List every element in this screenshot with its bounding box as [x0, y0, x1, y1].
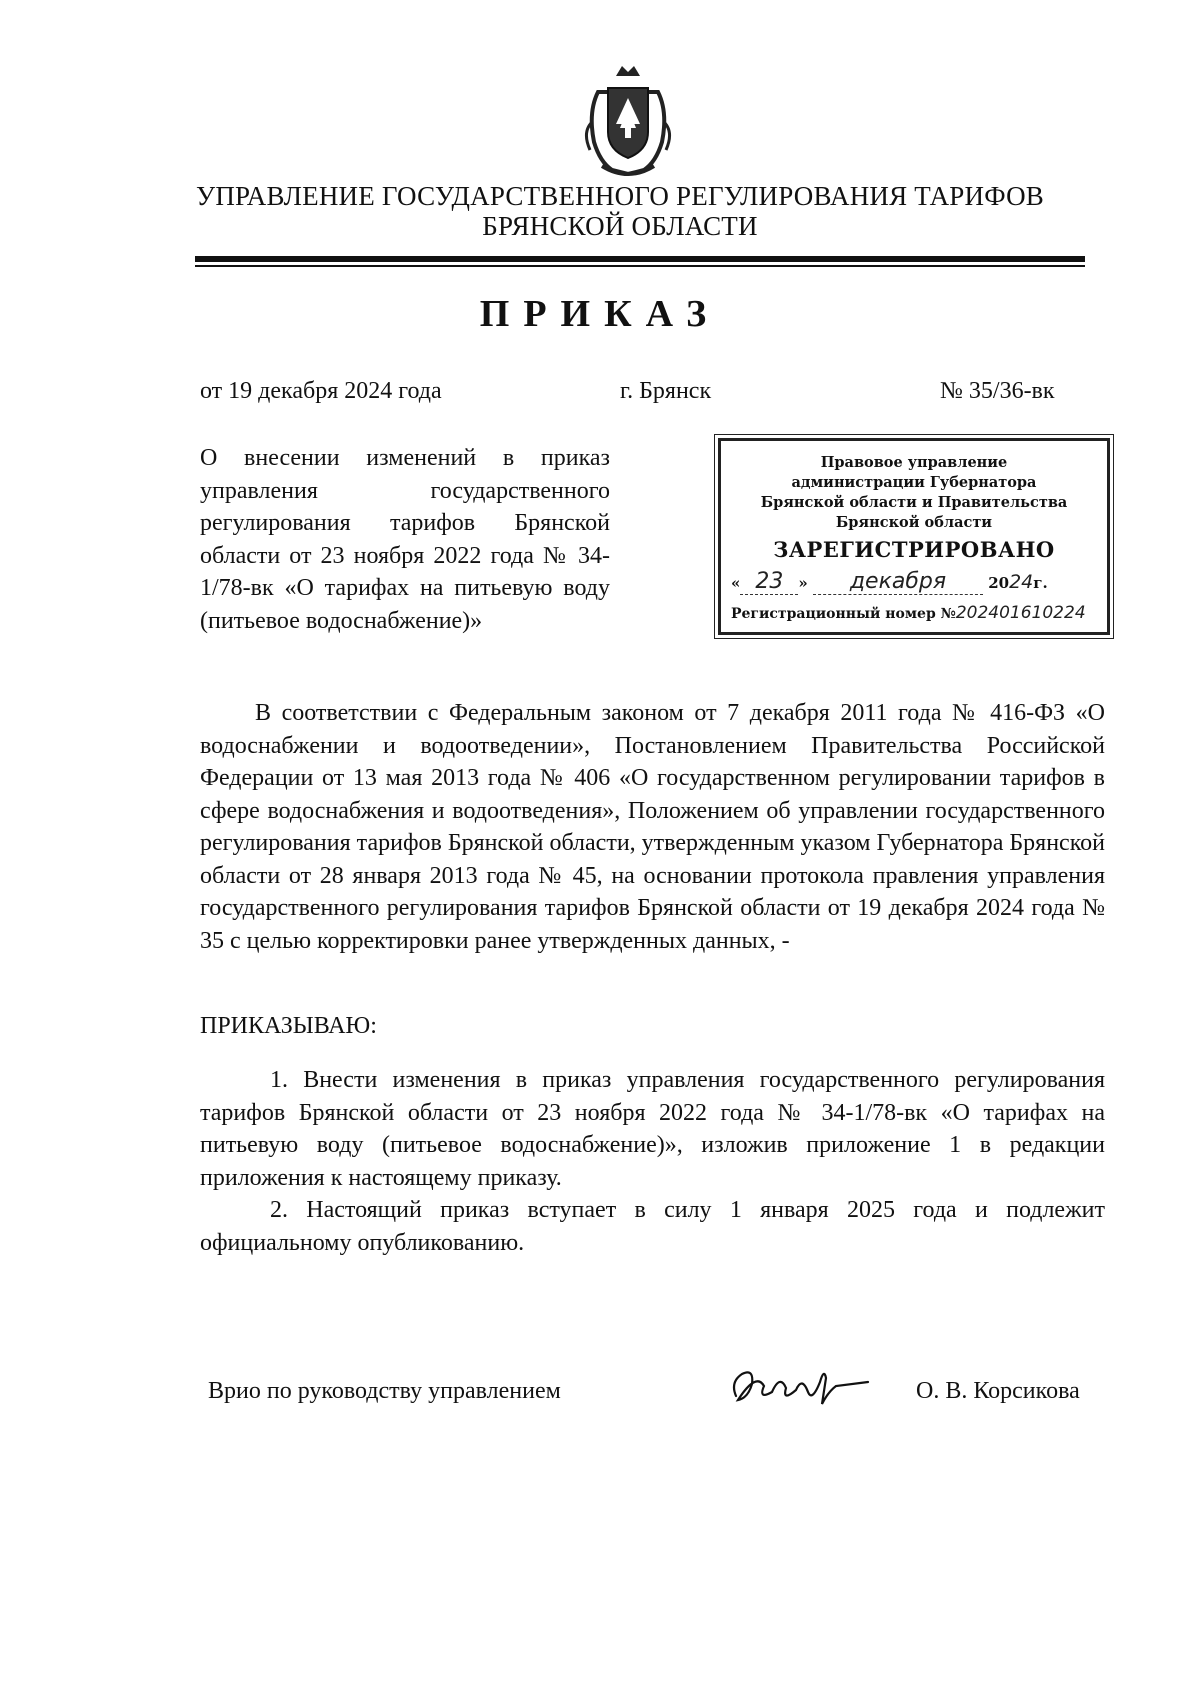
stamp-line: Брянской области — [835, 514, 993, 531]
organization-name-line2: БРЯНСКОЙ ОБЛАСТИ — [482, 211, 758, 241]
preamble-paragraph: В соответствии с Федеральным законом от 7 декабря 2011 года № 416-ФЗ «О водоснабжении и водоотведении», Постановлением Правительства Российской Федерации от 13 мая 2013 года № 406 «О государственном регулировании тарифов в сфере водоснабжения и водоотведения», Положением об управлении государственного регулирования тарифов Брянской области, утвержденным указом Губернатора Брянской области от 28 января 2013 года № 45, на основании протокола правления управления государственного регулирования тарифов Брянской области от 19 декабря 2024 года № 35 с целью корректировки ранее утвержденных данных, - — [200, 700, 1105, 954]
document-title: ПРИКАЗ — [479, 293, 721, 335]
stamp-date-row: « 23 » декабря 2024г. — [731, 569, 1048, 594]
order-subject: О внесении изменений в приказ управления государственного регулирования тарифов Брянской области от 23 ноября 2022 года № 34-1/78-вк «О тарифах на питьевую воду (питьевое водоснабжение)» — [200, 445, 610, 634]
signatory-role: Врио по руководству управлением — [208, 1378, 561, 1404]
stamp-line: администрации Губернатора — [791, 474, 1037, 491]
stamp-year-suffix: 24 — [1009, 571, 1034, 593]
order-date: от 19 декабря 2024 года — [200, 378, 442, 404]
stamp-reg-row — [731, 603, 1099, 623]
decree-heading: ПРИКАЗЫВАЮ: — [200, 1013, 377, 1039]
order-city: г. Брянск — [620, 378, 712, 404]
handwritten-signature — [728, 1352, 878, 1412]
stamp-month: декабря — [813, 569, 983, 595]
order-item-2: 2. Настоящий приказ вступает в силу 1 января 2025 года и подлежит официальному опубликованию. — [200, 1197, 1105, 1256]
stamp-reg-number: 202401610224 — [955, 603, 1086, 623]
header-divider — [195, 256, 1085, 262]
registration-stamp — [718, 438, 1110, 635]
order-item-1: 1. Внести изменения в приказ управления государственного регулирования тарифов Брянской области от 23 ноября 2022 года № 34-1/78-вк «О тарифах на питьевую воду (питьевое водоснабжение)», изложив приложение 1 в редакции приложения к настоящему приказу. — [200, 1067, 1105, 1191]
stamp-heading: ЗАРЕГИСТРИРОВАНО — [773, 537, 1055, 562]
order-number: № 35/36-вк — [940, 378, 1055, 404]
stamp-year-prefix: 20 — [988, 574, 1010, 592]
organization-name-line1: УПРАВЛЕНИЕ ГОСУДАРСТВЕННОГО РЕГУЛИРОВАНИЯ ТАРИФОВ — [196, 181, 1044, 211]
stamp-day: 23 — [740, 569, 798, 595]
coat-of-arms-icon — [578, 62, 678, 180]
signatory-name: О. В. Корсикова — [916, 1378, 1080, 1404]
header-divider-thin — [195, 265, 1085, 267]
stamp-line: Правовое управление — [820, 454, 1008, 471]
stamp-year-unit: г. — [1033, 574, 1048, 592]
stamp-reg-label: Регистрационный номер № — [731, 606, 956, 622]
stamp-line: Брянской области и Правительства — [760, 494, 1068, 511]
